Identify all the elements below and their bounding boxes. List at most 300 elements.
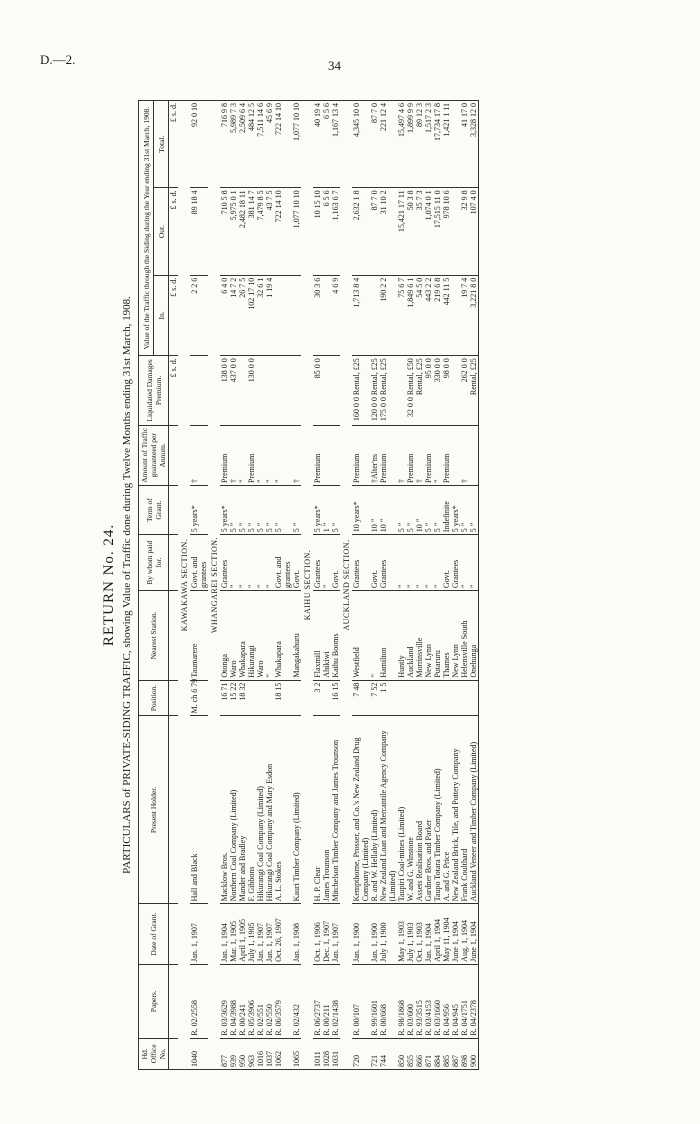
- cell-station: Onehunga: [469, 591, 479, 681]
- cell-damages: 120 0 0 Rental, £25: [370, 356, 379, 425]
- cell-term: 5 ”: [331, 486, 340, 535]
- cell-out: 1,163 6 7: [331, 188, 340, 275]
- cell-paid: ”: [247, 535, 256, 591]
- cell-in: 2 2 6: [190, 275, 208, 356]
- table-row: [220, 101, 229, 1070]
- cell-paid: Grantees: [220, 535, 229, 591]
- cell-papers: R. 03/1660: [433, 964, 442, 1038]
- cell-out: 1,077 10 10: [292, 188, 301, 275]
- cell-in: 4 6 9: [331, 275, 340, 356]
- cell-date: May 1, 1903: [397, 904, 406, 964]
- cell-term: 5 ”: [238, 486, 247, 535]
- cell-papers: R. 04/3988: [229, 964, 238, 1038]
- cell-papers: R. 00/668: [379, 964, 397, 1038]
- cell-total: 15,497 4 6: [397, 101, 406, 188]
- table-row: [265, 101, 274, 1070]
- cell-papers: R. 04/956: [442, 964, 451, 1038]
- cell-total: 722 14 10: [274, 101, 292, 188]
- cell-date: July 1, 1903: [406, 904, 415, 964]
- cell-no: 850: [397, 1038, 406, 1069]
- cell-damages: 130 0 0: [247, 356, 256, 425]
- cell-station: Mangakahuru: [292, 591, 301, 681]
- cell-amount: ”: [256, 425, 265, 485]
- cell-holder: James Trounson: [322, 716, 331, 904]
- cell-term: 5 ”: [406, 486, 415, 535]
- col-office: Hd. Office No.: [139, 1038, 169, 1069]
- section-row: [301, 101, 313, 1070]
- cell-out: 35 7 3: [415, 188, 424, 275]
- cell-in: [451, 275, 460, 356]
- cell-papers: R. 06/3579: [274, 964, 292, 1038]
- cell-out: 2,632 1 8: [352, 188, 370, 275]
- cell-paid: ”: [265, 535, 274, 591]
- cell-damages: 98 0 0: [442, 356, 451, 425]
- cell-term: 5 years*: [190, 486, 208, 535]
- cell-papers: R. 02/432: [292, 964, 301, 1038]
- cell-in: 1,713 8 4: [352, 275, 370, 356]
- cell-amount: †: [397, 425, 406, 485]
- cell-paid: Grantees: [352, 535, 370, 591]
- cell-damages: [265, 356, 274, 425]
- cell-holder: Hall and Black: [190, 716, 208, 904]
- cell-out: 722 14 10: [274, 188, 292, 275]
- cell-station: ”: [370, 591, 379, 681]
- cell-holder: Kauri Timber Company (Limited): [292, 716, 301, 904]
- col-value-group: Value of the Traffic through the Siding during the Year ending 31st March, 1908.: [139, 101, 154, 356]
- cell-term: 5 ”: [424, 486, 433, 535]
- cell-out: 31 10 2: [379, 188, 397, 275]
- cell-holder: Mitchelson Timber Company and James Trounson: [331, 716, 340, 904]
- cell-damages: 138 0 0: [220, 356, 229, 425]
- table-row: [451, 101, 460, 1070]
- cell-damages: 160 0 0 Rental, £25: [352, 356, 370, 425]
- cell-total: 7,511 14 6: [256, 101, 265, 188]
- cell-papers: R. 02/550: [265, 964, 274, 1038]
- cell-no: 866: [415, 1038, 424, 1069]
- cell-damages: [451, 356, 460, 425]
- cell-term: 5 ”: [460, 486, 469, 535]
- cell-total: 92 0 10: [190, 101, 208, 188]
- table-row: [406, 101, 415, 1070]
- cell-date: April 1, 1905: [238, 904, 247, 964]
- cell-out: 50 3 8: [406, 188, 415, 275]
- cell-damages: [331, 356, 340, 425]
- page-number: 34: [328, 58, 341, 73]
- cell-total: 5,989 7 3: [229, 101, 238, 188]
- cell-term: 10 ”: [415, 486, 424, 535]
- cell-damages: [292, 356, 301, 425]
- cell-no: 898: [460, 1038, 469, 1069]
- cell-term: 5 ”: [247, 486, 256, 535]
- cell-paid: ”: [238, 535, 247, 591]
- cell-paid: ”: [256, 535, 265, 591]
- cell-amount: †: [190, 425, 208, 485]
- table-row: [238, 101, 247, 1070]
- cell-no: 1040: [190, 1038, 208, 1069]
- cell-amount: ”: [433, 425, 442, 485]
- cell-pos: [265, 680, 274, 716]
- cell-pos: 1 5: [379, 680, 397, 716]
- cell-station: Kaihu Booms: [331, 591, 340, 681]
- cell-total: 3,328 12 0: [469, 101, 479, 188]
- cell-papers: R. 05/3906: [247, 964, 256, 1038]
- cell-damages: [322, 356, 331, 425]
- cell-amount: [331, 425, 340, 485]
- cell-papers: R. 04/1751: [460, 964, 469, 1038]
- cell-date: Oct. 1, 1903: [415, 904, 424, 964]
- cell-amount: Premium: [379, 425, 397, 485]
- section-row: [178, 101, 190, 1070]
- cell-station: Helensville South: [460, 591, 469, 681]
- table-title: PARTICULARS of PRIVATE-SIDING TRAFFIC, showing Value of Traffic done during Twelve Months ending 31st March, 1908.: [121, 296, 133, 874]
- cell-station: ”: [265, 591, 274, 681]
- cell-in: 443 2 2: [424, 275, 433, 356]
- cell-in: 54 5 0: [415, 275, 424, 356]
- cell-term: 10 ”: [370, 486, 379, 535]
- cell-term: 5 years*: [451, 486, 460, 535]
- cell-amount: [451, 425, 460, 485]
- col-papers: Papers.: [139, 964, 169, 1038]
- cell-pos: 7 48: [352, 680, 370, 716]
- cell-term: Indefinite: [442, 486, 451, 535]
- cell-no: 721: [370, 1038, 379, 1069]
- table-row: [256, 101, 265, 1070]
- section-title: AUCKLAND SECTION.: [340, 101, 352, 1070]
- cell-date: Oct. 26, 1907: [274, 904, 292, 964]
- cell-paid: ”: [469, 535, 479, 591]
- cell-station: Otonga: [220, 591, 229, 681]
- cell-paid: ”: [433, 535, 442, 591]
- cell-date: May 11, 1904: [442, 904, 451, 964]
- cell-papers: R. 03/4153: [424, 964, 433, 1038]
- cell-damages: 95 0 0: [424, 356, 433, 425]
- table-row: [313, 101, 322, 1070]
- table-row: [442, 101, 451, 1070]
- cell-pos: 16 15: [331, 680, 340, 716]
- cell-no: 950: [238, 1038, 247, 1069]
- cell-pos: [247, 680, 256, 716]
- cell-amount: ”: [274, 425, 292, 485]
- cell-damages: Rental, £25: [415, 356, 424, 425]
- cell-term: 5 ”: [274, 486, 292, 535]
- cell-no: 1028: [322, 1038, 331, 1069]
- cell-holder: H. P. Clear: [313, 716, 322, 904]
- cell-amount: ”: [265, 425, 274, 485]
- cell-total: 716 9 8: [220, 101, 229, 188]
- cell-no: 877: [220, 1038, 229, 1069]
- cell-damages: 175 0 0 Rental, £25: [379, 356, 397, 425]
- cell-no: 871: [424, 1038, 433, 1069]
- cell-pos: 15 22: [229, 680, 238, 716]
- cell-damages: [238, 356, 247, 425]
- cell-amount: †: [460, 425, 469, 485]
- units-damages: £ s. d.: [169, 356, 179, 425]
- return-number: RETURN No. 24.: [101, 523, 117, 647]
- cell-out: 2,482 18 11: [238, 188, 247, 275]
- cell-pos: [451, 680, 460, 716]
- cell-papers: R. 02/2558: [190, 964, 208, 1038]
- cell-out: 6 5 6: [322, 188, 331, 275]
- cell-in: 32 6 1: [256, 275, 265, 356]
- table-row: [274, 101, 292, 1070]
- table-row: [460, 101, 469, 1070]
- cell-in: 1,849 6 1: [406, 275, 415, 356]
- cell-total: 221 12 4: [379, 101, 397, 188]
- section-title: KAWAKAWA SECTION.: [178, 101, 190, 1070]
- cell-holder: A. and G. Price: [442, 716, 451, 904]
- cell-amount: Premium: [313, 425, 322, 485]
- cell-paid: Govt.: [442, 535, 451, 591]
- cell-total: 87 7 0: [370, 101, 379, 188]
- cell-amount: †: [292, 425, 301, 485]
- cell-date: Jan. 1, 1907: [256, 904, 265, 964]
- cell-no: 744: [379, 1038, 397, 1069]
- cell-out: 978 10 6: [442, 188, 451, 275]
- cell-total: 1,077 10 10: [292, 101, 301, 188]
- cell-paid: Grantees: [451, 535, 460, 591]
- cell-station: New Lynn: [424, 591, 433, 681]
- cell-term: 10 ”: [379, 486, 397, 535]
- cell-station: Waro: [256, 591, 265, 681]
- cell-date: Jan. 1, 1904: [220, 904, 229, 964]
- cell-date: June 1, 1904: [451, 904, 460, 964]
- cell-no: 1011: [313, 1038, 322, 1069]
- cell-in: 442 11 5: [442, 275, 451, 356]
- table-row: [424, 101, 433, 1070]
- cell-holder: Mander and Bradley: [238, 716, 247, 904]
- table-row: [379, 101, 397, 1070]
- cell-holder: W. and G. Winstone: [406, 716, 415, 904]
- cell-amount: [469, 425, 479, 485]
- cell-date: Jan. 1, 1908: [292, 904, 301, 964]
- cell-station: Putaruru: [433, 591, 442, 681]
- cell-paid: ”: [415, 535, 424, 591]
- col-station: Nearest Station.: [139, 591, 169, 681]
- cell-out: 107 4 0: [469, 188, 479, 275]
- cell-in: [370, 275, 379, 356]
- table-row: [322, 101, 331, 1070]
- cell-in: 30 3 6: [313, 275, 322, 356]
- cell-pos: 16 71: [220, 680, 229, 716]
- cell-pos: 18 32: [238, 680, 247, 716]
- cell-station: Taumarere: [190, 591, 208, 681]
- cell-in: 102 17 10: [247, 275, 256, 356]
- cell-amount: Premium: [220, 425, 229, 485]
- cell-date: Mar. 1, 1905: [229, 904, 238, 964]
- cell-holder: Kempthorne, Prosser, and Co.'s New Zealand Drug Company (Limited): [352, 716, 370, 904]
- cell-amount: Premium: [406, 425, 415, 485]
- cell-papers: R. 93/3515: [415, 964, 424, 1038]
- cell-holder: Hikurangi Coal Company (Limited): [256, 716, 265, 904]
- cell-pos: 7 52: [370, 680, 379, 716]
- col-damages: Liquidated Damages Premium.: [139, 356, 169, 425]
- cell-in: 14 7 2: [229, 275, 238, 356]
- cell-paid: Grantees: [313, 535, 322, 591]
- table-row: [415, 101, 424, 1070]
- cell-out: 10 15 10: [313, 188, 322, 275]
- cell-paid: ”: [397, 535, 406, 591]
- section-title: WHANGAREI SECTION.: [208, 101, 220, 1070]
- cell-station: Morrinsville: [415, 591, 424, 681]
- cell-holder: Gardner Bros. and Parker: [424, 716, 433, 904]
- cell-out: 710 5 8: [220, 188, 229, 275]
- cell-amount: †: [229, 425, 238, 485]
- cell-paid: Govt. and grantees: [274, 535, 292, 591]
- cell-in: 219 6 8: [433, 275, 442, 356]
- cell-in: 75 6 7: [397, 275, 406, 356]
- cell-in: 190 2 2: [379, 275, 397, 356]
- cell-no: 885: [442, 1038, 451, 1069]
- cell-holder: Taupo Totara Timber Company (Limited): [433, 716, 442, 904]
- cell-papers: R. 00/241: [238, 964, 247, 1038]
- cell-holder: Northern Coal Company (Limited): [229, 716, 238, 904]
- table-row: [397, 101, 406, 1070]
- cell-papers: R. 00/211: [322, 964, 331, 1038]
- cell-holder: New Zealand Brick, Tile, and Pottery Company: [451, 716, 460, 904]
- cell-pos: [469, 680, 479, 716]
- cell-station: Auckland: [406, 591, 415, 681]
- cell-total: 2,509 6 4: [238, 101, 247, 188]
- cell-no: 884: [433, 1038, 442, 1069]
- cell-date: Aug. 1, 1904: [460, 904, 469, 964]
- cell-damages: 437 0 0: [229, 356, 238, 425]
- cell-paid: Govt.: [331, 535, 340, 591]
- cell-in: 19 7 4: [460, 275, 469, 356]
- col-paid: By whom paid for.: [139, 535, 169, 591]
- cell-amount: †Alter'ns: [370, 425, 379, 485]
- cell-total: 484 12 5: [247, 101, 256, 188]
- cell-out: 5,975 0 1: [229, 188, 238, 275]
- cell-papers: R. 03/3629: [220, 964, 229, 1038]
- cell-station: Huntly: [397, 591, 406, 681]
- col-holder: Present Holder.: [139, 716, 169, 904]
- cell-no: 1016: [256, 1038, 265, 1069]
- cell-total: 1,517 2 3: [424, 101, 433, 188]
- cell-out: 7,479 8 5: [256, 188, 265, 275]
- cell-amount: ”: [238, 425, 247, 485]
- cell-papers: R. 06/2737: [313, 964, 322, 1038]
- cell-papers: R. 02/1438: [331, 964, 340, 1038]
- cell-out: 381 14 7: [247, 188, 256, 275]
- cell-no: 900: [469, 1038, 479, 1069]
- cell-no: 963: [247, 1038, 256, 1069]
- cell-pos: 3 2: [313, 680, 322, 716]
- cell-total: 41 17 0: [460, 101, 469, 188]
- cell-holder: Assets Realisation Board: [415, 716, 424, 904]
- units-in: £ s. d.: [169, 275, 179, 356]
- table-row: [292, 101, 301, 1070]
- cell-damages: [397, 356, 406, 425]
- cell-pos: M. ch 6 79: [190, 680, 208, 716]
- cell-total: 1,421 1 11: [442, 101, 451, 188]
- cell-holder: Taupiri Coal-mines (Limited): [397, 716, 406, 904]
- cell-total: 40 19 4: [313, 101, 322, 188]
- cell-term: 5 ”: [229, 486, 238, 535]
- cell-out: 1,074 0 1: [424, 188, 433, 275]
- cell-paid: ”: [229, 535, 238, 591]
- cell-papers: R. 02/551: [256, 964, 265, 1038]
- cell-holder: F. Gibbons: [247, 716, 256, 904]
- cell-out: 89 18 4: [190, 188, 208, 275]
- col-out: Out.: [154, 188, 169, 275]
- cell-term: 5 years*: [220, 486, 229, 535]
- cell-in: 1 19 4: [265, 275, 274, 356]
- cell-pos: [322, 680, 331, 716]
- units-row: [169, 101, 179, 1070]
- cell-date: Jan. 1, 1900: [370, 904, 379, 964]
- cell-paid: Govt.: [370, 535, 379, 591]
- cell-pos: [424, 680, 433, 716]
- cell-pos: [292, 680, 301, 716]
- cell-date: Jan. 1, 1907: [190, 904, 208, 964]
- cell-no: 1031: [331, 1038, 340, 1069]
- cell-in: [274, 275, 292, 356]
- section-title: KAIHU SECTION.: [301, 101, 313, 1070]
- cell-papers: R. 98/1868: [397, 964, 406, 1038]
- col-position: Position.: [139, 680, 169, 716]
- units-total: £ s. d.: [169, 101, 179, 188]
- cell-total: 6 5 6: [322, 101, 331, 188]
- cell-pos: [415, 680, 424, 716]
- cell-pos: 18 15: [274, 680, 292, 716]
- cell-amount: †: [415, 425, 424, 485]
- table-row: [229, 101, 238, 1070]
- cell-damages: [274, 356, 292, 425]
- cell-holder: R. and W. Hellaby (Limited): [370, 716, 379, 904]
- cell-holder: Macklow Bros.: [220, 716, 229, 904]
- cell-pos: [433, 680, 442, 716]
- cell-station: Ahikiwi: [322, 591, 331, 681]
- cell-total: [451, 101, 460, 188]
- cell-no: 855: [406, 1038, 415, 1069]
- cell-total: 1,899 9 9: [406, 101, 415, 188]
- units-out: £ s. d.: [169, 188, 179, 275]
- cell-amount: Premium: [352, 425, 370, 485]
- table-row: [469, 101, 479, 1070]
- cell-date: June 1, 1904: [469, 904, 479, 964]
- cell-term: 5 ”: [397, 486, 406, 535]
- col-amount: Amount of Traffic guaranteed per Annum.: [139, 425, 169, 485]
- cell-holder: New Zealand Loan and Mercantile Agency Company (Limited): [379, 716, 397, 904]
- cell-out: 87 7 0: [370, 188, 379, 275]
- cell-term: 1 ”: [322, 486, 331, 535]
- cell-out: [451, 188, 460, 275]
- cell-holder: A. L. Stokes: [274, 716, 292, 904]
- cell-date: Jan. 1, 1907: [265, 904, 274, 964]
- cell-damages: 32 0 0 Rental, £50: [406, 356, 415, 425]
- cell-holder: Auckland Veneer and Timber Company (Limited): [469, 716, 479, 904]
- cell-term: 5 ”: [265, 486, 274, 535]
- cell-date: Oct. 1, 1906: [313, 904, 322, 964]
- cell-damages: [256, 356, 265, 425]
- section-row: [208, 101, 220, 1070]
- table-body: [169, 101, 479, 1070]
- cell-station: New Lynn: [451, 591, 460, 681]
- col-in: In.: [154, 275, 169, 356]
- cell-damages: [190, 356, 208, 425]
- cell-date: Dec. 1, 1907: [322, 904, 331, 964]
- col-term: Term of Grant.: [139, 486, 169, 535]
- cell-paid: Govt.: [292, 535, 301, 591]
- cell-holder: Frank Coulthard: [460, 716, 469, 904]
- col-date: Date of Grant.: [139, 904, 169, 964]
- cell-in: [322, 275, 331, 356]
- cell-amount: [322, 425, 331, 485]
- cell-pos: [256, 680, 265, 716]
- cell-pos: [406, 680, 415, 716]
- table-row: [370, 101, 379, 1070]
- cell-term: 5 ”: [292, 486, 301, 535]
